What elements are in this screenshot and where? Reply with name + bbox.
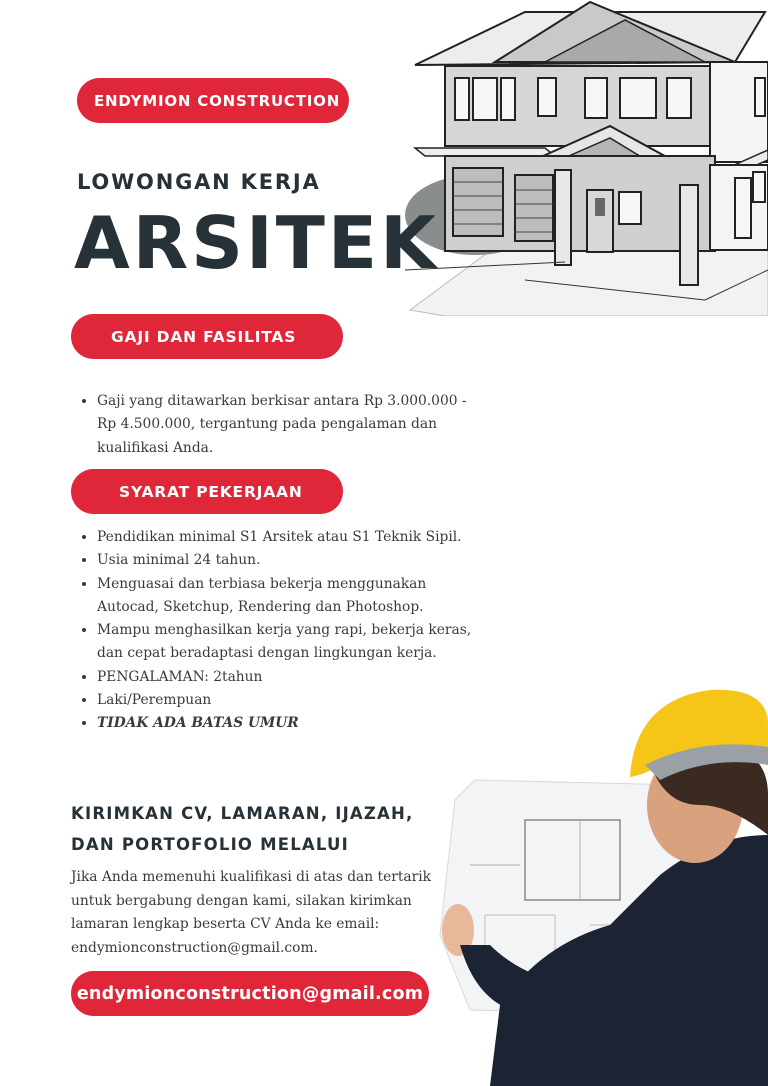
list-item: • Mampu menghasilkan kerja yang rapi, bekerja keras, dan cepat beradaptasi dengan lingkungan kerja. <box>97 619 487 666</box>
email-label: endymionconstruction@gmail.com <box>76 983 424 1004</box>
section-label-gaji: GAJI DAN FASILITAS <box>111 327 297 346</box>
list-item: • Pendidikan minimal S1 Arsitek atau S1 Teknik Sipil. <box>97 526 487 549</box>
list-item: • PENGALAMAN: 2tahun <box>97 666 487 689</box>
section-label-syarat: SYARAT PEKERJAAN <box>119 482 303 501</box>
brand-label: ENDYMION CONSTRUCTION <box>94 91 341 110</box>
section-badge-syarat <box>71 469 343 514</box>
list-item: • Gaji yang ditawarkan berkisar antara Rp 3.000.000 - Rp 4.500.000, tergantung pada pengalaman dan kualifikasi Anda. <box>97 390 477 460</box>
page-title: ARSITEK <box>74 201 439 285</box>
list-item-emphasis: • TIDAK ADA BATAS UMUR <box>97 712 487 735</box>
section-badge-gaji <box>71 314 343 359</box>
house-sketch-image <box>405 0 768 316</box>
list-item: • Menguasai dan terbiasa bekerja menggunakan Autocad, Sketchup, Rendering dan Photoshop. <box>97 573 487 620</box>
email-button[interactable] <box>71 971 429 1016</box>
subtitle: LOWONGAN KERJA <box>77 170 321 194</box>
list-item: • Laki/Perempuan <box>97 689 487 712</box>
contact-body: Jika Anda memenuhi kualifikasi di atas dan tertarik untuk bergabung dengan kami, silakan kirimkan lamaran lengkap beserta CV Anda ke email: endymionconstruction@gmail.com. <box>71 869 431 956</box>
contact-heading: KIRIMKAN CV, LAMARAN, IJAZAH, DAN PORTOFOLIO MELALUI <box>71 804 414 854</box>
worker-blueprint-image <box>430 685 768 1086</box>
requirements-list <box>75 526 487 736</box>
brand-badge <box>77 78 349 123</box>
gaji-list <box>75 390 477 460</box>
list-item: • Usia minimal 24 tahun. <box>97 549 487 572</box>
